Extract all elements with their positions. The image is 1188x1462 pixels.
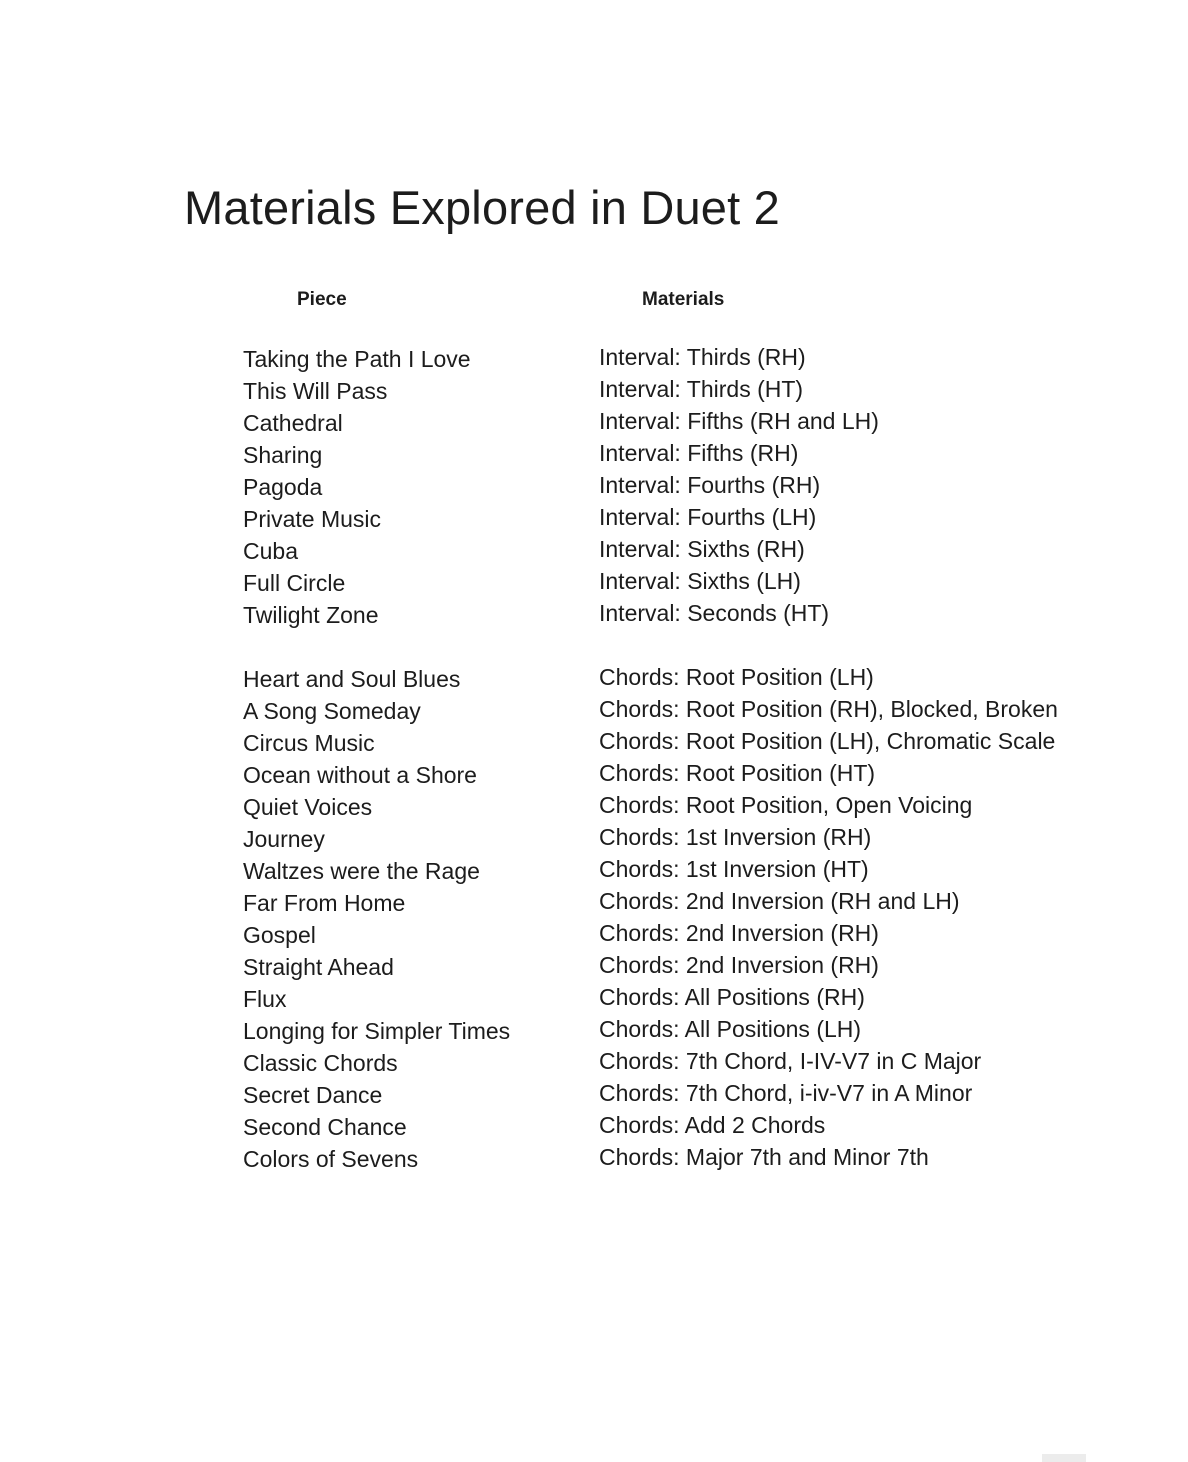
table-row (0, 534, 1188, 566)
material-description: Chords: 2nd Inversion (RH) (599, 952, 879, 978)
material-description: Chords: Add 2 Chords (599, 1112, 826, 1138)
material-description: Interval: Fourths (LH) (599, 504, 817, 530)
piece-name: Twilight Zone (243, 602, 379, 628)
piece-name: Circus Music (243, 730, 375, 756)
piece-name: Classic Chords (243, 1050, 398, 1076)
piece-name: Full Circle (243, 570, 346, 596)
piece-name: Longing for Simpler Times (243, 1018, 511, 1044)
material-description: Chords: Root Position (LH), Chromatic Scale (599, 728, 1056, 754)
piece-name: Ocean without a Shore (243, 762, 477, 788)
piece-name: Secret Dance (243, 1082, 383, 1108)
material-description: Chords: 1st Inversion (RH) (599, 824, 872, 850)
table-row (0, 918, 1188, 950)
table-row (0, 502, 1188, 534)
table-row (0, 662, 1188, 694)
materials-column-header: Materials (642, 289, 725, 310)
table-row (0, 374, 1188, 406)
piece-name: Pagoda (243, 474, 323, 500)
material-description: Chords: 7th Chord, i-iv-V7 in A Minor (599, 1080, 973, 1106)
table-row (0, 790, 1188, 822)
piece-name: Second Chance (243, 1114, 407, 1140)
page-title: Materials Explored in Duet 2 (184, 181, 780, 234)
material-description: Interval: Sixths (RH) (599, 536, 805, 562)
table-row (0, 1078, 1188, 1110)
material-description: Chords: Major 7th and Minor 7th (599, 1144, 929, 1170)
material-description: Chords: 7th Chord, I-IV-V7 in C Major (599, 1048, 982, 1074)
piece-name: A Song Someday (243, 698, 421, 724)
piece-name: Colors of Sevens (243, 1146, 419, 1172)
material-description: Interval: Fifths (RH and LH) (599, 408, 879, 434)
piece-name: Heart and Soul Blues (243, 666, 461, 692)
material-description: Chords: 2nd Inversion (RH and LH) (599, 888, 960, 914)
table-row (0, 406, 1188, 438)
material-description: Interval: Sixths (LH) (599, 568, 801, 594)
table-row (0, 1110, 1188, 1142)
table-row (0, 1014, 1188, 1046)
table-row (0, 758, 1188, 790)
piece-name: Taking the Path I Love (243, 346, 471, 372)
piece-name: Flux (243, 986, 287, 1012)
material-description: Interval: Fourths (RH) (599, 472, 821, 498)
material-description: Interval: Thirds (HT) (599, 376, 804, 402)
table-row (0, 854, 1188, 886)
piece-name: Far From Home (243, 890, 406, 916)
material-description: Chords: 1st Inversion (HT) (599, 856, 869, 882)
table-row (0, 726, 1188, 758)
table-row (0, 822, 1188, 854)
page-edge-tab (1042, 1454, 1086, 1462)
table-row (0, 982, 1188, 1014)
material-description: Chords: Root Position, Open Voicing (599, 792, 973, 818)
piece-name: Private Music (243, 506, 382, 532)
table-row (0, 470, 1188, 502)
material-description: Interval: Fifths (RH) (599, 440, 799, 466)
material-description: Chords: All Positions (LH) (599, 1016, 862, 1042)
piece-name: Waltzes were the Rage (243, 858, 480, 884)
material-description: Chords: All Positions (RH) (599, 984, 865, 1010)
table-row (0, 694, 1188, 726)
intervals-group (0, 342, 1188, 630)
piece-column-header: Piece (297, 289, 347, 310)
piece-name: Straight Ahead (243, 954, 394, 980)
piece-name: Journey (243, 826, 325, 852)
material-description: Interval: Seconds (HT) (599, 600, 830, 626)
material-description: Chords: Root Position (HT) (599, 760, 876, 786)
table-row (0, 1142, 1188, 1174)
table-row (0, 438, 1188, 470)
piece-name: Gospel (243, 922, 316, 948)
table-row (0, 1046, 1188, 1078)
table-row (0, 950, 1188, 982)
table-row (0, 598, 1188, 630)
material-description: Chords: Root Position (LH) (599, 664, 874, 690)
material-description: Interval: Thirds (RH) (599, 344, 806, 370)
table-row (0, 886, 1188, 918)
piece-name: This Will Pass (243, 378, 388, 404)
piece-name: Sharing (243, 442, 323, 468)
table-row (0, 342, 1188, 374)
piece-name: Cathedral (243, 410, 343, 436)
material-description: Chords: Root Position (RH), Blocked, Broken (599, 696, 1058, 722)
material-description: Chords: 2nd Inversion (RH) (599, 920, 879, 946)
piece-name: Quiet Voices (243, 794, 373, 820)
table-row (0, 566, 1188, 598)
chords-group (0, 662, 1188, 1174)
piece-name: Cuba (243, 538, 298, 564)
